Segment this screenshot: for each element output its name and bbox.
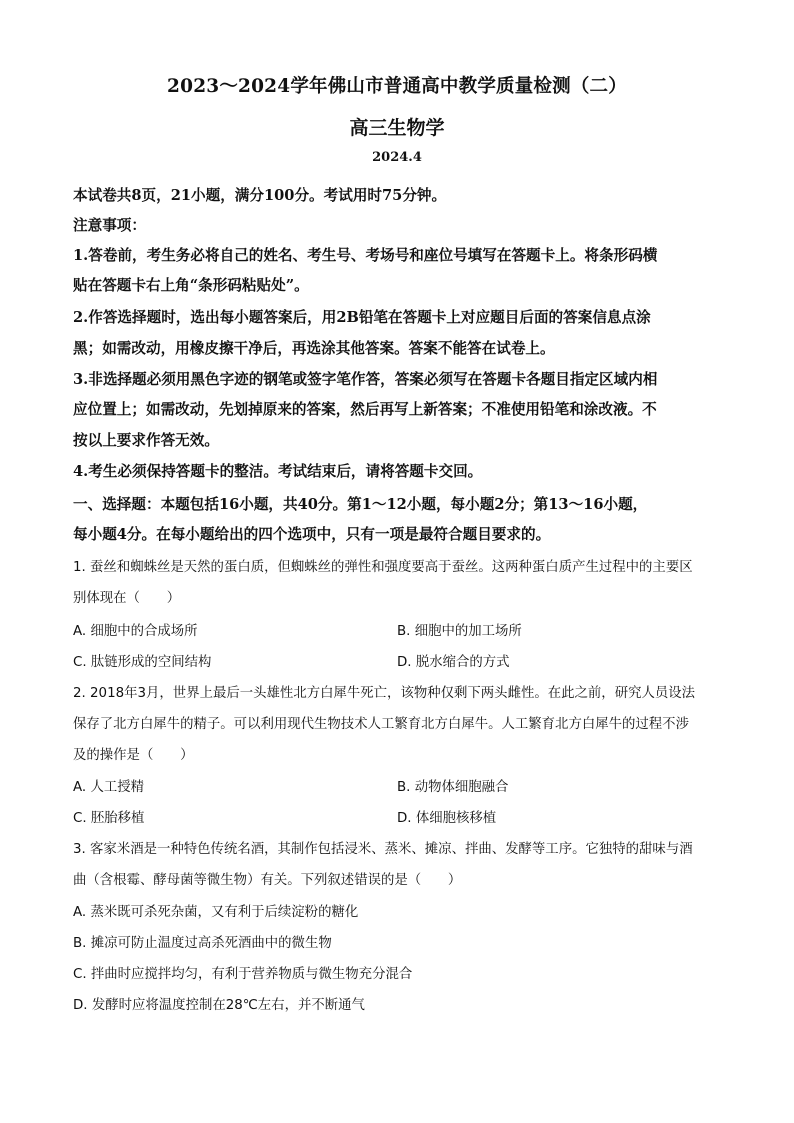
question-3-option-c: C. 拌曲时应搅拌均匀，有利于营养物质与微生物充分混合 (73, 967, 413, 982)
note-line: 应位置上；如需改动，先划掉原来的答案，然后再写上新答案；不准使用铅笔和涂改液。不 (73, 401, 657, 418)
exam-summary: 本试卷共8页，21小题，满分100分。考试用时75分钟。 (73, 187, 447, 204)
question-3-stem: 3. 客家米酒是一种特色传统名酒，其制作包括浸米、蒸米、摊凉、拌曲、发酵等工序。它独特的甜味与酒 (73, 842, 693, 857)
notes-heading: 注意事项： (73, 217, 146, 234)
note-line: 按以上要求作答无效。 (73, 432, 219, 449)
subject-title: 高三生物学 (349, 117, 445, 139)
question-1-option-a: A. 细胞中的合成场所 (73, 624, 198, 639)
exam-title: 2023～2024学年佛山市普通高中教学质量检测（二） (167, 76, 627, 97)
note-line: 3.非选择题必须用黑色字迹的钢笔或签字笔作答，答案必须写在答题卡各题目指定区域内相 (73, 371, 658, 388)
section-heading: 一、选择题：本题包括16小题，共40分。第1～12小题，每小题2分；第13～16小题， (73, 496, 648, 513)
question-1-stem: 别体现在（ ） (73, 591, 181, 606)
question-1-option-c: C. 肽链形成的空间结构 (73, 655, 212, 670)
question-2-option-c: C. 胚胎移植 (73, 811, 145, 826)
question-3-stem: 曲（含根霉、酵母菌等微生物）有关。下列叙述错误的是（ ） (73, 873, 462, 888)
question-2-option-a: A. 人工授精 (73, 780, 144, 795)
question-2-stem: 保存了北方白犀牛的精子。可以利用现代生物技术人工繁育北方白犀牛。人工繁育北方白犀牛的过程不涉 (73, 717, 689, 732)
note-line: 黑；如需改动，用橡皮擦干净后，再选涂其他答案。答案不能答在试卷上。 (73, 340, 555, 357)
note-line: 1.答卷前，考生务必将自己的姓名、考生号、考场号和座位号填写在答题卡上。将条形码横 (73, 247, 658, 264)
question-2-option-b: B. 动物体细胞融合 (397, 780, 509, 795)
question-3-option-a: A. 蒸米既可杀死杂菌，又有利于后续淀粉的糖化 (73, 905, 359, 920)
note-line: 贴在答题卡右上角“条形码粘贴处”。 (73, 277, 309, 294)
question-1-option-d: D. 脱水缩合的方式 (397, 655, 510, 670)
question-1-option-b: B. 细胞中的加工场所 (397, 624, 522, 639)
question-2-option-d: D. 体细胞核移植 (397, 811, 497, 826)
question-1-stem: 1. 蚕丝和蜘蛛丝是天然的蛋白质，但蜘蛛丝的弹性和强度要高于蚕丝。这两种蛋白质产生过程中的主要区 (73, 560, 693, 575)
note-line: 4.考生必须保持答题卡的整洁。考试结束后，请将答题卡交回。 (73, 463, 483, 480)
section-heading: 每小题4分。在每小题给出的四个选项中，只有一项是最符合题目要求的。 (73, 526, 551, 543)
exam-date: 2024.4 (372, 150, 422, 165)
question-2-stem: 2. 2018年3月，世界上最后一头雄性北方白犀牛死亡，该物种仅剩下两头雌性。在此之前，研究人员设法 (73, 686, 696, 701)
note-line: 2.作答选择题时，选出每小题答案后，用2B铅笔在答题卡上对应题目后面的答案信息点涂 (73, 309, 651, 326)
question-2-stem: 及的操作是（ ） (73, 748, 194, 763)
question-3-option-d: D. 发酵时应将温度控制在28℃左右，并不断通气 (73, 998, 365, 1013)
question-3-option-b: B. 摊凉可防止温度过高杀死酒曲中的微生物 (73, 936, 332, 951)
